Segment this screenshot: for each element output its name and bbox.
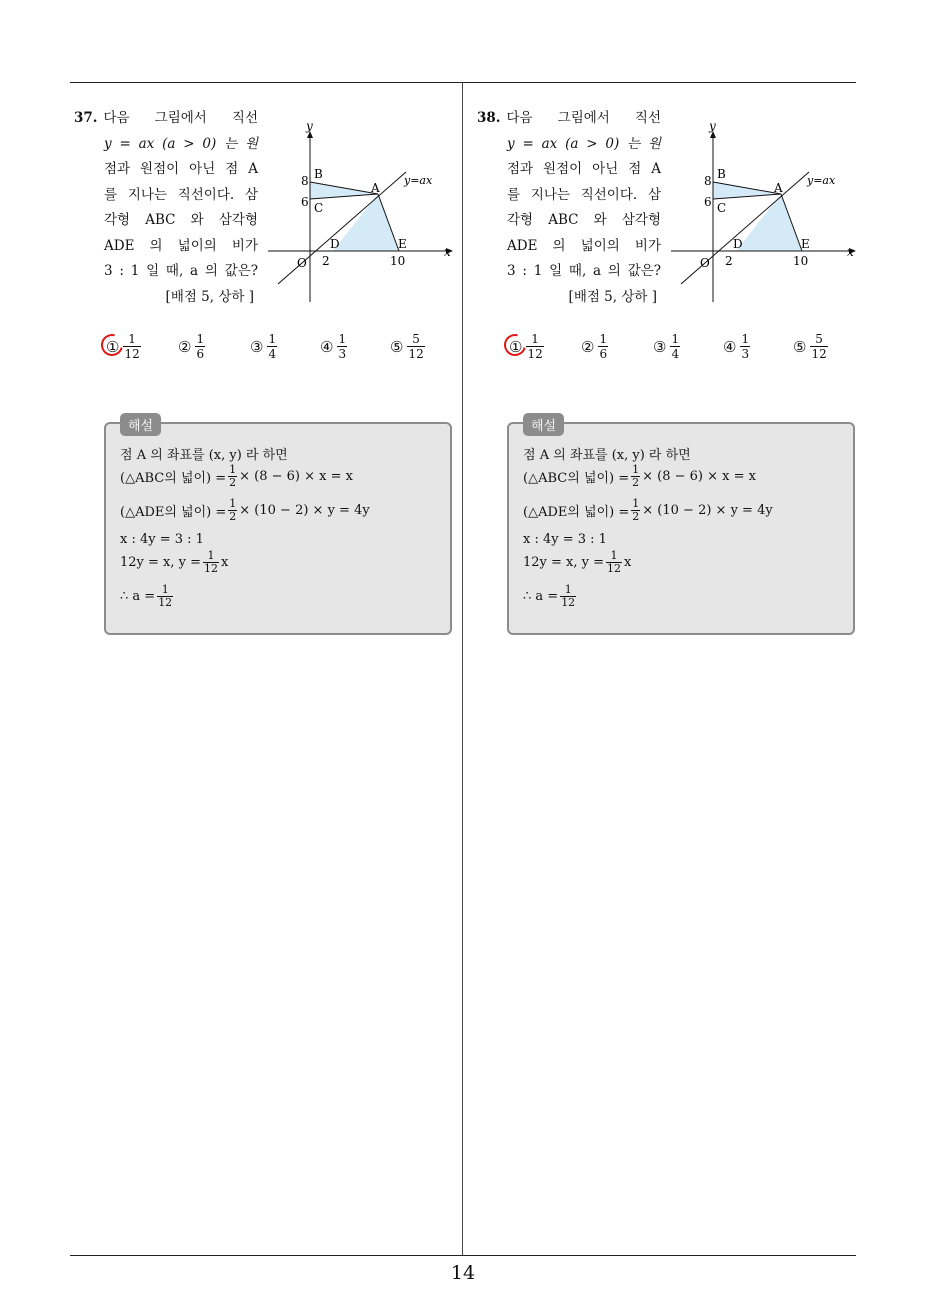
- origin-label: O: [297, 256, 307, 270]
- choice-number: ③: [250, 337, 264, 356]
- solution-box: [104, 419, 452, 635]
- triangle-ade: [736, 194, 802, 251]
- coordinate-graph: [667, 114, 863, 304]
- choice-3[interactable]: ③ $\frac{1}{4}$: [250, 332, 277, 361]
- choice-number: ④: [320, 337, 334, 356]
- problem-line: 3 : 1 일 때, a 의 값은?: [104, 263, 258, 279]
- choice-number: ①: [106, 337, 120, 356]
- tick-y-6: 6: [704, 195, 712, 209]
- x-axis-label: x: [847, 245, 854, 259]
- choice-number: ⑤: [793, 337, 807, 356]
- answer-choices: [106, 332, 436, 372]
- choice-4[interactable]: ④ $\frac{1}{3}$: [320, 332, 347, 361]
- choice-5[interactable]: ⑤ $\frac{5}{12}$: [390, 332, 424, 361]
- choice-number: ③: [653, 337, 667, 356]
- page-number: 14: [450, 1262, 476, 1284]
- choice-number: ⑤: [390, 337, 404, 356]
- problem-38: [473, 100, 853, 660]
- choice-2[interactable]: ② $\frac{1}{6}$: [178, 332, 205, 361]
- choice-1[interactable]: ① $\frac{1}{12}$: [106, 332, 141, 361]
- answer-choices: [509, 332, 839, 372]
- tick-x-2: 2: [725, 254, 733, 268]
- solution-line: 점 A 의 좌표를 (x, y) 라 하면: [120, 448, 288, 463]
- score-note: [배점 5, 상하 ]: [165, 288, 254, 305]
- choice-number: ①: [509, 337, 523, 356]
- tick-x-2: 2: [322, 254, 330, 268]
- problem-line: y = ax (a > 0) 는 원: [104, 135, 258, 152]
- solution-line: x : 4y = 3 : 1: [523, 532, 607, 547]
- solution-line: ∴ a = $\frac{1}{12}$: [523, 583, 576, 609]
- solution-line: (△ABC의 넓이) = $\frac{1}{2}$ × (8 − 6) × x = x: [523, 463, 756, 489]
- point-c-label: C: [314, 201, 324, 215]
- choice-1[interactable]: ① $\frac{1}{12}$: [509, 332, 544, 361]
- solution-line: 12y = x, y = $\frac{1}{12}$ x: [523, 549, 632, 575]
- triangle-ade: [333, 194, 399, 251]
- tick-x-10: 10: [390, 254, 406, 268]
- solution-box: [507, 419, 855, 635]
- problem-line: 3 : 1 일 때, a 의 값은?: [507, 263, 661, 279]
- problem-line: 각형 ABC 와 삼각형: [104, 212, 258, 228]
- choice-number: ④: [723, 337, 737, 356]
- solution-label: 해설: [523, 413, 564, 436]
- solution-label: 해설: [120, 413, 161, 436]
- bottom-rule: [70, 1255, 856, 1256]
- choice-number: ②: [581, 337, 595, 356]
- point-a-label: A: [371, 181, 380, 195]
- point-d-label: D: [330, 237, 340, 251]
- problem-number: 37.: [74, 110, 98, 126]
- problem-line: 각형 ABC 와 삼각형: [507, 212, 661, 228]
- choice-3[interactable]: ③ $\frac{1}{4}$: [653, 332, 680, 361]
- origin-label: O: [700, 256, 710, 270]
- solution-line: (△ADE의 넓이) = $\frac{1}{2}$ × (10 − 2) × y = 4y: [523, 497, 773, 523]
- y-axis-label: y: [306, 119, 313, 133]
- problem-line: 점과 원점이 아닌 점 A: [507, 161, 661, 177]
- point-a-label: A: [774, 181, 783, 195]
- solution-line: 점 A 의 좌표를 (x, y) 라 하면: [523, 448, 691, 463]
- tick-y-6: 6: [301, 195, 309, 209]
- choice-2[interactable]: ② $\frac{1}{6}$: [581, 332, 608, 361]
- choice-5[interactable]: ⑤ $\frac{5}{12}$: [793, 332, 827, 361]
- problem-number: 38.: [477, 110, 501, 126]
- problem-line: ADE 의 넓이의 비가: [507, 237, 661, 254]
- column-divider: [462, 83, 463, 1255]
- problem-line: 점과 원점이 아닌 점 A: [104, 161, 258, 177]
- score-note: [배점 5, 상하 ]: [568, 288, 657, 305]
- solution-line: (△ADE의 넓이) = $\frac{1}{2}$ × (10 − 2) × y = 4y: [120, 497, 370, 523]
- point-e-label: E: [801, 237, 810, 251]
- problem-line: y = ax (a > 0) 는 원: [507, 135, 661, 152]
- line-label: y=ax: [404, 174, 433, 187]
- x-axis-label: x: [444, 245, 451, 259]
- tick-y-8: 8: [301, 174, 309, 188]
- tick-y-8: 8: [704, 174, 712, 188]
- point-c-label: C: [717, 201, 727, 215]
- problem-text: [477, 106, 661, 310]
- solution-line: (△ABC의 넓이) = $\frac{1}{2}$ × (8 − 6) × x = x: [120, 463, 353, 489]
- problem-text: [74, 106, 258, 310]
- solution-line: x : 4y = 3 : 1: [120, 532, 204, 547]
- coordinate-graph: [264, 114, 460, 304]
- point-b-label: B: [717, 167, 726, 181]
- problem-line: ADE 의 넓이의 비가: [104, 237, 258, 254]
- problem-line: 를 지나는 직선이다. 삼: [507, 186, 661, 203]
- tick-x-10: 10: [793, 254, 809, 268]
- point-d-label: D: [733, 237, 743, 251]
- problem-line: 다음 그림에서 직선: [103, 110, 258, 126]
- y-axis-label: y: [709, 119, 716, 133]
- problem-37: [70, 100, 450, 660]
- choice-4[interactable]: ④ $\frac{1}{3}$: [723, 332, 750, 361]
- choice-number: ②: [178, 337, 192, 356]
- point-b-label: B: [314, 167, 323, 181]
- solution-line: ∴ a = $\frac{1}{12}$: [120, 583, 173, 609]
- point-e-label: E: [398, 237, 407, 251]
- problem-line: 를 지나는 직선이다. 삼: [104, 186, 258, 203]
- problem-line: 다음 그림에서 직선: [506, 110, 661, 126]
- solution-line: 12y = x, y = $\frac{1}{12}$ x: [120, 549, 229, 575]
- top-rule: [70, 82, 856, 83]
- line-label: y=ax: [807, 174, 836, 187]
